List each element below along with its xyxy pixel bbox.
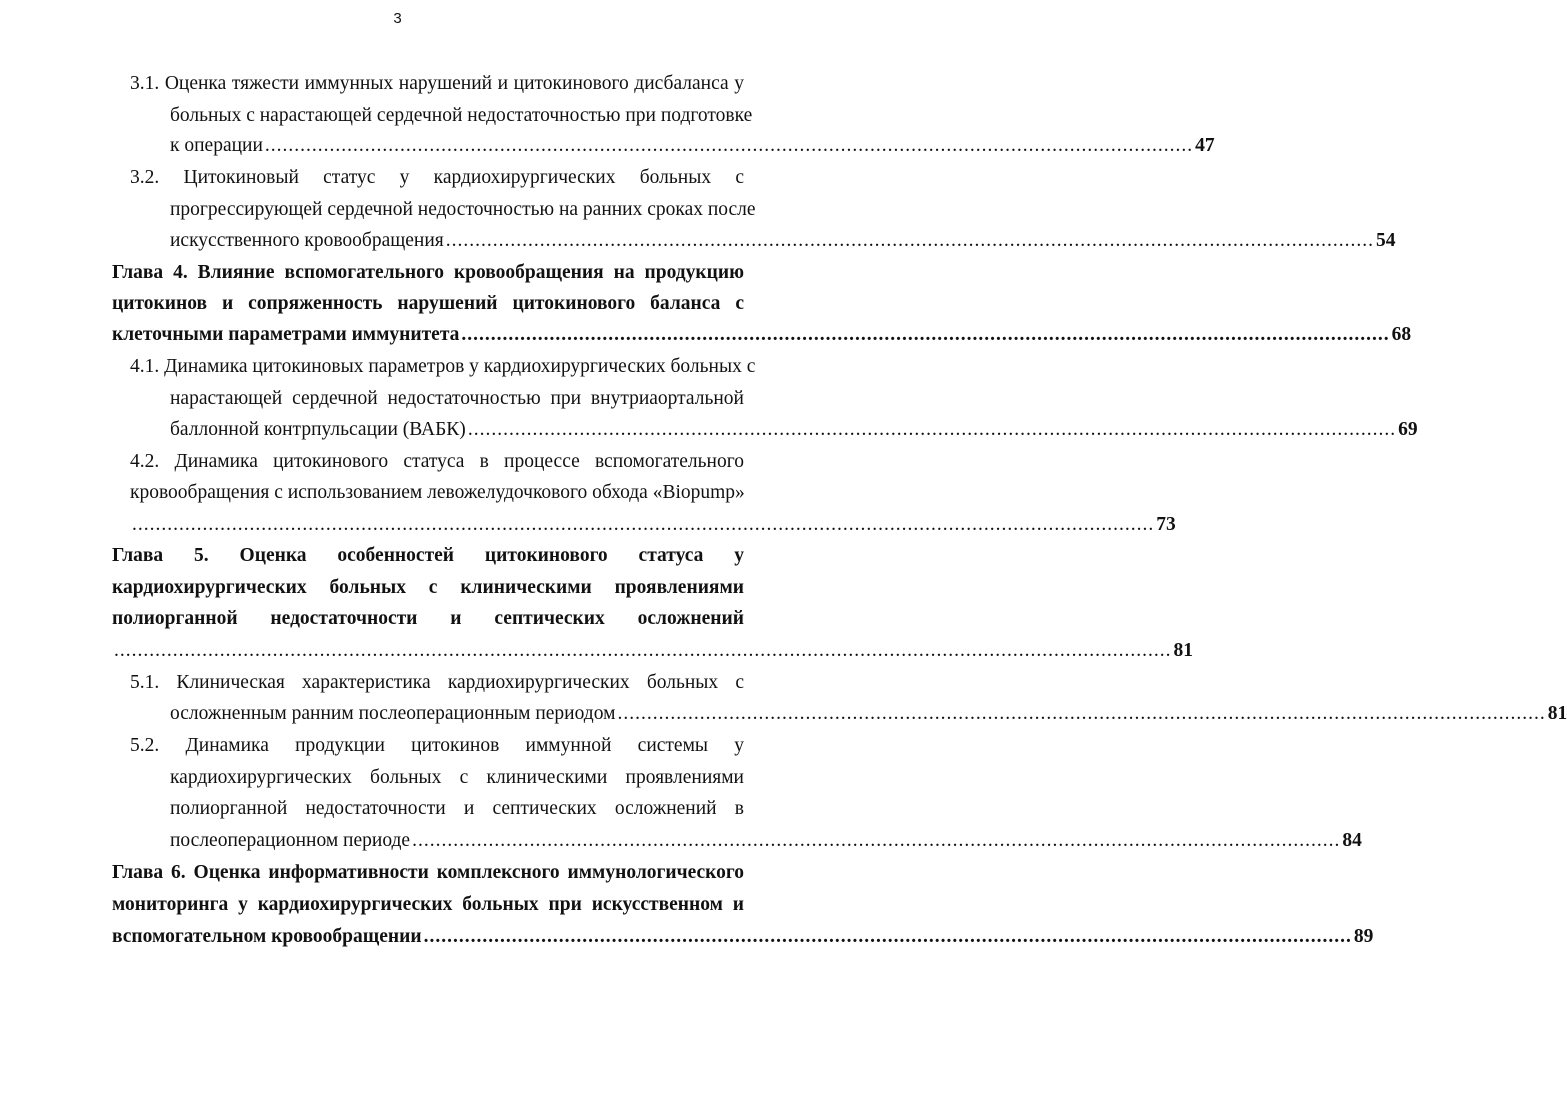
toc-page-number: 84 <box>1342 830 1362 851</box>
dot-leader: .................................................................................................................................................................................... <box>114 640 1172 661</box>
chapter-4-line-1: Глава 4. Влияние вспомогательного кровообращения на продукцию <box>112 262 744 283</box>
toc-entry-5-2-line-1: 5.2. Динамика продукции цитокинов иммунной системы у <box>130 735 744 756</box>
dot-leader: .............................................................................................................................................................. <box>412 830 1341 851</box>
chapter-6-line-2: мониторинга у кардиохирургических больных при искусственном и <box>112 894 744 915</box>
dot-leader: .............................................................................................................................................................................. <box>132 514 1155 535</box>
toc-page-number: 81 <box>1547 703 1567 724</box>
toc-page-number: 47 <box>1195 135 1215 156</box>
chapter-6-line-3 <box>112 921 1374 953</box>
toc-entry-text: баллонной контрпульсации (ВАБК) <box>170 419 466 440</box>
toc-entry-3-1-line-1: 3.1. Оценка тяжести иммунных нарушений и цитокинового дисбаланса у <box>130 73 744 94</box>
page-number: 3 <box>393 10 402 27</box>
toc-page-number: 89 <box>1353 926 1374 947</box>
toc-entry-5-1-line-2 <box>170 698 1567 730</box>
toc-entry-text: осложненным ранним послеоперационным периодом <box>170 703 616 724</box>
toc-entry-4-1-line-2: нарастающей сердечной недостаточностью при внутриаортальной <box>170 388 744 409</box>
chapter-5-line-4 <box>112 635 1193 667</box>
chapter-5-line-2: кардиохирургических больных с клиническими проявлениями <box>112 577 744 598</box>
toc-entry-4-1-line-3 <box>170 414 1418 446</box>
dot-leader: .............................................................................................................................................................. <box>467 419 1397 440</box>
toc-entry-5-2-line-3: полиорганной недостаточности и септических осложнений в <box>170 798 744 819</box>
chapter-5-line-3: полиорганной недостаточности и септических осложнений <box>112 608 744 629</box>
toc-entry-3-2-line-3 <box>170 225 1396 257</box>
toc-entry-text: послеоперационном периоде <box>170 830 411 851</box>
toc-entry-5-2-line-4 <box>170 825 1362 857</box>
toc-entry-3-2-line-2: прогрессирующей сердечной недосточностью на ранних сроках после <box>170 199 756 220</box>
toc-entry-5-2-line-2: кардиохирургических больных с клиническими проявлениями <box>170 767 744 788</box>
chapter-5-line-1: Глава 5. Оценка особенностей цитокинового статуса у <box>112 545 744 566</box>
toc-entry-text: клеточными параметрами иммунитета <box>112 324 460 345</box>
toc-entry-3-1-line-3 <box>170 130 1215 162</box>
toc-entry-4-2-line-2: кровообращения с использованием левожелудочкового обхода «Biopump» <box>130 482 745 503</box>
toc-entry-text: искусственного кровообращения <box>170 230 444 251</box>
toc-entry-4-1-line-1: 4.1. Динамика цитокиновых параметров у кардиохирургических больных с <box>130 356 756 377</box>
toc-entry-4-2-line-1: 4.2. Динамика цитокинового статуса в процессе вспомогательного <box>130 451 744 472</box>
toc-entry-3-1-line-2: больных с нарастающей сердечной недостаточностью при подготовке <box>170 105 753 126</box>
toc-entry-text: к операции <box>170 135 263 156</box>
dot-leader: .............................................................................................................................................................. <box>445 230 1375 251</box>
toc-page-number: 81 <box>1173 640 1193 661</box>
toc-entry-3-2-line-1: 3.2. Цитокиновый статус у кардиохирургических больных с <box>130 167 744 188</box>
dot-leader: .............................................................................................................................................................. <box>461 324 1390 345</box>
toc-entry-4-2-line-3 <box>130 509 1176 541</box>
chapter-4-line-2: цитокинов и сопряженность нарушений цитокинового баланса с <box>112 293 744 314</box>
toc-page-number: 73 <box>1156 514 1176 535</box>
toc-entry-text: вспомогательном кровообращении <box>112 926 422 947</box>
toc-page-number: 68 <box>1391 324 1412 345</box>
toc-entry-5-1-line-1: 5.1. Клиническая характеристика кардиохирургических больных с <box>130 672 744 693</box>
dot-leader: .............................................................................................................................................................. <box>617 703 1546 724</box>
toc-page-number: 69 <box>1398 419 1418 440</box>
dot-leader: .............................................................................................................................................................. <box>264 135 1194 156</box>
chapter-4-line-3 <box>112 319 1412 351</box>
chapter-6-line-1: Глава 6. Оценка информативности комплексного иммунологического <box>112 862 744 883</box>
dot-leader: .............................................................................................................................................................. <box>423 926 1352 947</box>
toc-page-number: 54 <box>1376 230 1396 251</box>
